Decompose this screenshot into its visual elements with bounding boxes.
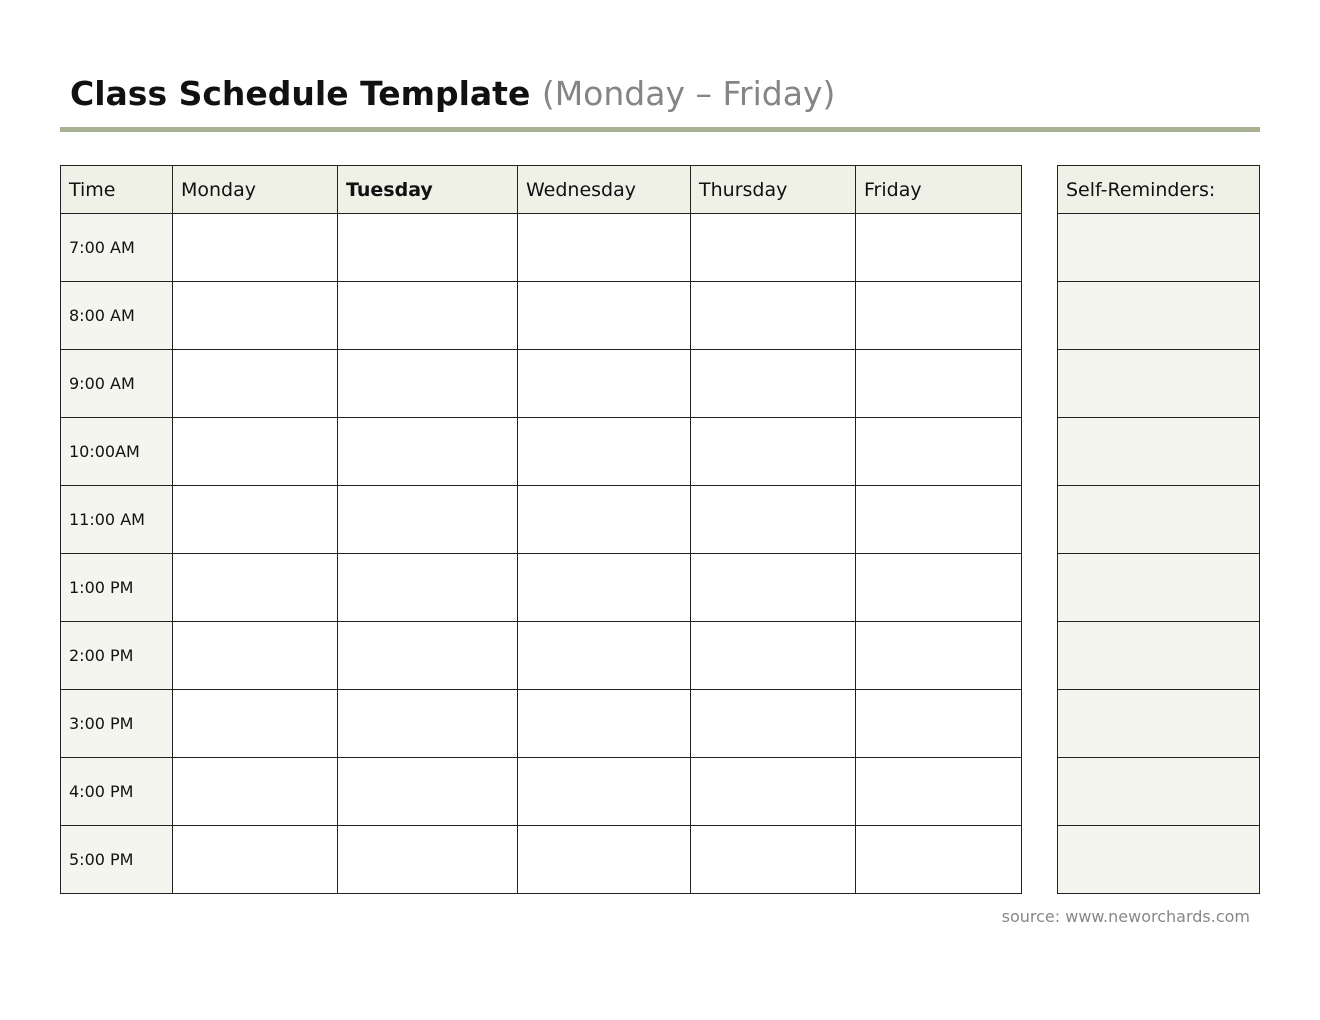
schedule-cell-wednesday[interactable] xyxy=(518,622,691,690)
header-friday: Friday xyxy=(856,166,1022,214)
reminder-row xyxy=(1058,622,1260,690)
reminder-row xyxy=(1058,758,1260,826)
header-time: Time xyxy=(61,166,173,214)
schedule-cell-monday[interactable] xyxy=(173,690,338,758)
reminder-cell[interactable] xyxy=(1058,486,1260,554)
schedule-row xyxy=(61,826,1022,894)
schedule-cell-wednesday[interactable] xyxy=(518,758,691,826)
source-credit: source: www.neworchards.com xyxy=(1001,907,1250,926)
schedule-cell-tuesday[interactable] xyxy=(338,622,518,690)
schedule-cell-friday[interactable] xyxy=(856,690,1022,758)
schedule-cell-friday[interactable] xyxy=(856,350,1022,418)
schedule-cell-friday[interactable] xyxy=(856,554,1022,622)
page-title xyxy=(70,74,835,113)
schedule-cell-thursday[interactable] xyxy=(691,758,856,826)
schedule-cell-thursday[interactable] xyxy=(691,826,856,894)
time-slot-label: 10:00AM xyxy=(61,418,173,486)
time-slot-label: 9:00 AM xyxy=(61,350,173,418)
schedule-cell-tuesday[interactable] xyxy=(338,350,518,418)
reminder-cell[interactable] xyxy=(1058,350,1260,418)
schedule-cell-tuesday[interactable] xyxy=(338,282,518,350)
schedule-row xyxy=(61,418,1022,486)
header-thursday: Thursday xyxy=(691,166,856,214)
schedule-row xyxy=(61,486,1022,554)
time-slot-label: 4:00 PM xyxy=(61,758,173,826)
schedule-cell-wednesday[interactable] xyxy=(518,826,691,894)
time-slot-label: 8:00 AM xyxy=(61,282,173,350)
schedule-cell-friday[interactable] xyxy=(856,282,1022,350)
schedule-cell-friday[interactable] xyxy=(856,418,1022,486)
reminder-cell[interactable] xyxy=(1058,554,1260,622)
time-slot-label: 5:00 PM xyxy=(61,826,173,894)
schedule-cell-tuesday[interactable] xyxy=(338,214,518,282)
schedule-header-row xyxy=(61,166,1022,214)
schedule-cell-friday[interactable] xyxy=(856,622,1022,690)
schedule-cell-thursday[interactable] xyxy=(691,282,856,350)
schedule-table xyxy=(60,165,1022,894)
reminder-row xyxy=(1058,418,1260,486)
schedule-cell-thursday[interactable] xyxy=(691,350,856,418)
reminder-row xyxy=(1058,282,1260,350)
schedule-cell-monday[interactable] xyxy=(173,622,338,690)
schedule-cell-monday[interactable] xyxy=(173,214,338,282)
schedule-cell-monday[interactable] xyxy=(173,418,338,486)
schedule-cell-wednesday[interactable] xyxy=(518,282,691,350)
schedule-cell-tuesday[interactable] xyxy=(338,486,518,554)
schedule-cell-tuesday[interactable] xyxy=(338,826,518,894)
reminder-cell[interactable] xyxy=(1058,690,1260,758)
header-monday: Monday xyxy=(173,166,338,214)
schedule-cell-friday[interactable] xyxy=(856,214,1022,282)
reminder-cell[interactable] xyxy=(1058,214,1260,282)
schedule-cell-wednesday[interactable] xyxy=(518,418,691,486)
schedule-row xyxy=(61,690,1022,758)
time-slot-label: 3:00 PM xyxy=(61,690,173,758)
schedule-cell-wednesday[interactable] xyxy=(518,214,691,282)
reminder-cell[interactable] xyxy=(1058,758,1260,826)
schedule-cell-wednesday[interactable] xyxy=(518,554,691,622)
reminders-header-row xyxy=(1058,166,1260,214)
title-divider xyxy=(60,127,1260,132)
schedule-cell-friday[interactable] xyxy=(856,486,1022,554)
reminder-row xyxy=(1058,554,1260,622)
schedule-cell-tuesday[interactable] xyxy=(338,758,518,826)
schedule-cell-thursday[interactable] xyxy=(691,418,856,486)
schedule-row xyxy=(61,214,1022,282)
reminder-row xyxy=(1058,826,1260,894)
reminder-row xyxy=(1058,486,1260,554)
schedule-row xyxy=(61,282,1022,350)
schedule-cell-monday[interactable] xyxy=(173,350,338,418)
reminder-cell[interactable] xyxy=(1058,418,1260,486)
schedule-cell-thursday[interactable] xyxy=(691,554,856,622)
reminder-row xyxy=(1058,214,1260,282)
reminders-table xyxy=(1057,165,1260,894)
schedule-row xyxy=(61,350,1022,418)
schedule-row xyxy=(61,554,1022,622)
schedule-cell-wednesday[interactable] xyxy=(518,690,691,758)
schedule-cell-friday[interactable] xyxy=(856,826,1022,894)
schedule-cell-wednesday[interactable] xyxy=(518,486,691,554)
schedule-cell-friday[interactable] xyxy=(856,758,1022,826)
time-slot-label: 7:00 AM xyxy=(61,214,173,282)
title-main: Class Schedule Template xyxy=(70,74,531,113)
reminder-cell[interactable] xyxy=(1058,622,1260,690)
header-self-reminders: Self-Reminders: xyxy=(1058,166,1260,214)
header-wednesday: Wednesday xyxy=(518,166,691,214)
reminder-row xyxy=(1058,350,1260,418)
schedule-cell-tuesday[interactable] xyxy=(338,690,518,758)
schedule-cell-thursday[interactable] xyxy=(691,214,856,282)
schedule-cell-thursday[interactable] xyxy=(691,690,856,758)
time-slot-label: 1:00 PM xyxy=(61,554,173,622)
time-slot-label: 11:00 AM xyxy=(61,486,173,554)
schedule-cell-monday[interactable] xyxy=(173,554,338,622)
schedule-cell-monday[interactable] xyxy=(173,486,338,554)
schedule-cell-tuesday[interactable] xyxy=(338,418,518,486)
schedule-cell-wednesday[interactable] xyxy=(518,350,691,418)
schedule-row xyxy=(61,758,1022,826)
title-subtitle: (Monday – Friday) xyxy=(541,74,836,113)
reminder-cell[interactable] xyxy=(1058,826,1260,894)
schedule-cell-monday[interactable] xyxy=(173,826,338,894)
schedule-cell-thursday[interactable] xyxy=(691,622,856,690)
schedule-cell-thursday[interactable] xyxy=(691,486,856,554)
schedule-cell-tuesday[interactable] xyxy=(338,554,518,622)
schedule-row xyxy=(61,622,1022,690)
reminder-row xyxy=(1058,690,1260,758)
reminder-cell[interactable] xyxy=(1058,282,1260,350)
time-slot-label: 2:00 PM xyxy=(61,622,173,690)
schedule-cell-monday[interactable] xyxy=(173,758,338,826)
header-tuesday: Tuesday xyxy=(338,166,518,214)
schedule-cell-monday[interactable] xyxy=(173,282,338,350)
